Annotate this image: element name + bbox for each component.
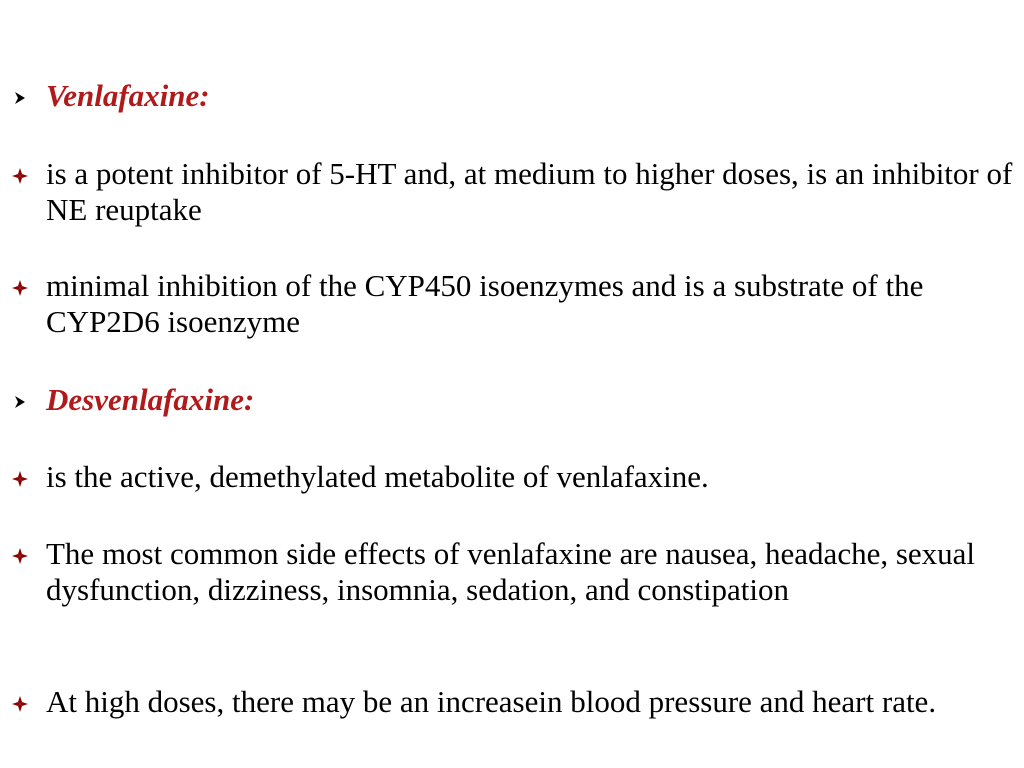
heading-text: Venlafaxine:: [46, 78, 210, 113]
arrowhead-icon: [10, 88, 30, 108]
bullet-text: is the active, demethylated metabolite of venlafaxine.: [46, 459, 709, 494]
diamond-bullet-icon: [10, 166, 30, 186]
bullet-text: The most common side effects of venlafaxine are nausea, headache, sexual dysfunction, dizziness, insomnia, sedation, and constipation: [46, 536, 976, 607]
heading-text: Desvenlafaxine:: [46, 382, 255, 417]
arrowhead-icon: [10, 392, 30, 412]
diamond-bullet-icon: [10, 469, 30, 489]
diamond-bullet-icon: [10, 546, 30, 566]
bullet-text: is a potent inhibitor of 5-HT and, at medium to higher doses, is an inhibitor of NE reuptake: [46, 156, 1013, 227]
diamond-bullet-icon: [10, 694, 30, 714]
diamond-bullet-icon: [10, 278, 30, 298]
bullet-text: minimal inhibition of the CYP450 isoenzymes and is a substrate of the CYP2D6 isoenzyme: [46, 268, 924, 339]
bullet-text: At high doses, there may be an increasein blood pressure and heart rate.: [46, 684, 937, 719]
